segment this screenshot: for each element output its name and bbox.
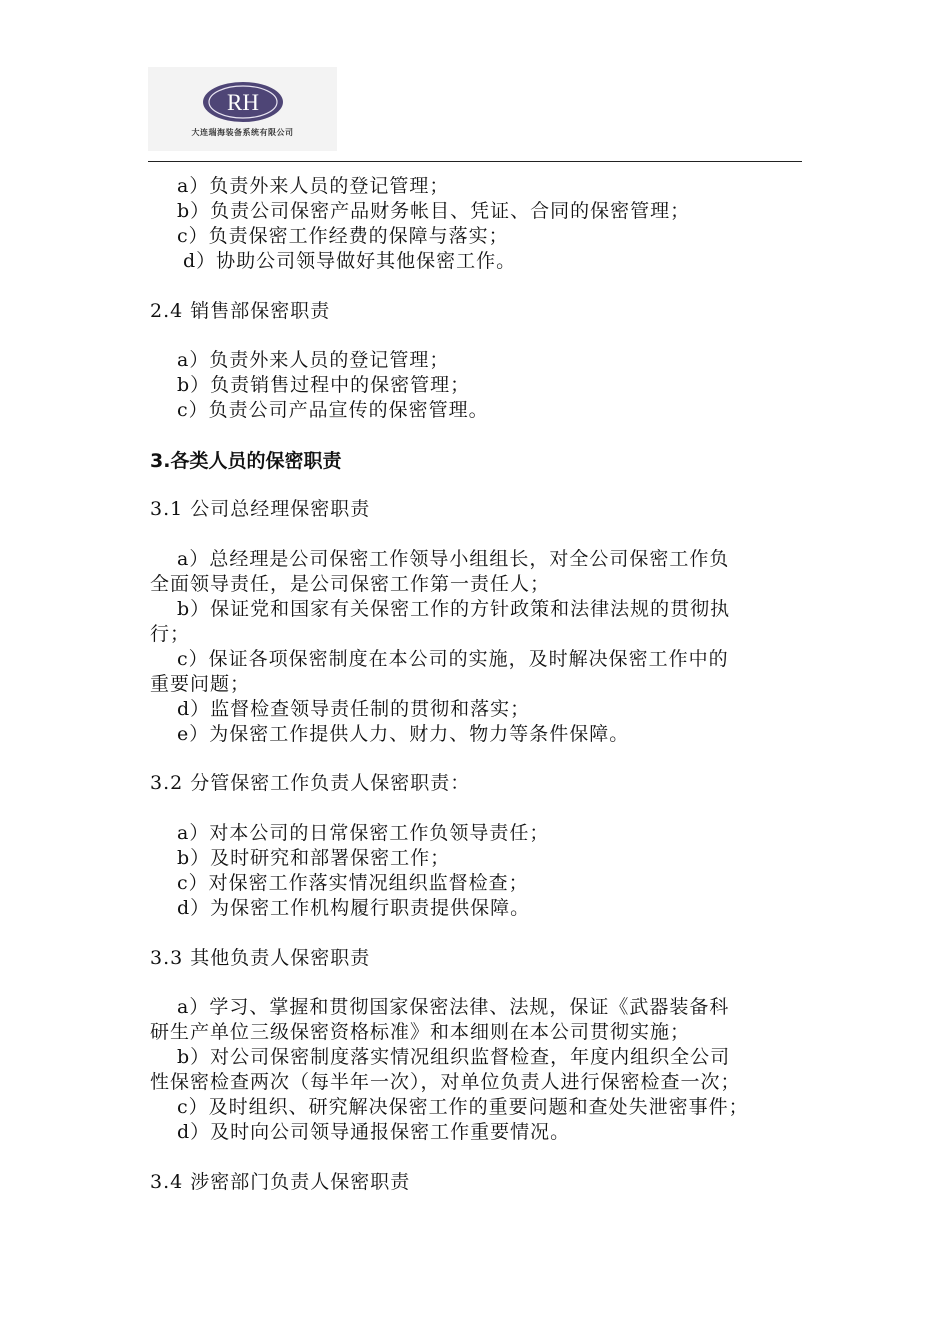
list-item-continuation: 研生产单位三级保密资格标准》和本细则在本公司贯彻实施； — [150, 1021, 691, 1043]
list-item: a）负责外来人员的登记管理； — [177, 175, 450, 197]
section-heading: 3.4 涉密部门负责人保密职责 — [150, 1171, 411, 1193]
list-item: d）协助公司领导做好其他保密工作。 — [183, 250, 517, 272]
list-item: c）负责保密工作经费的保障与落实； — [177, 225, 509, 247]
section-heading: 3.1 公司总经理保密职责 — [150, 498, 371, 520]
list-item: c）负责公司产品宣传的保密管理。 — [177, 399, 489, 421]
list-item: b）对公司保密制度落实情况组织监督检查，年度内组织全公司 — [177, 1046, 731, 1068]
chapter-heading: 3.各类人员的保密职责 — [150, 450, 342, 472]
section-heading: 3.2 分管保密工作负责人保密职责： — [150, 772, 471, 794]
list-item-continuation: 行； — [150, 623, 191, 645]
section-heading: 3.3 其他负责人保密职责 — [150, 947, 371, 969]
list-item: c）保证各项保密制度在本公司的实施，及时解决保密工作中的 — [177, 648, 729, 670]
list-item: b）负责公司保密产品财务帐目、凭证、合同的保密管理； — [177, 200, 691, 222]
list-item: c）对保密工作落实情况组织监督检查； — [177, 872, 529, 894]
list-item-continuation: 全面领导责任，是公司保密工作第一责任人； — [150, 573, 551, 595]
list-item: a）学习、掌握和贯彻国家保密法律、法规，保证《武器装备科 — [177, 996, 730, 1018]
company-logo — [148, 67, 337, 151]
list-item-continuation: 性保密检查两次（每半年一次），对单位负责人进行保密检查一次； — [150, 1071, 741, 1093]
list-item: b）保证党和国家有关保密工作的方针政策和法律法规的贯彻执 — [177, 598, 731, 620]
logo-monogram: RH — [227, 90, 259, 115]
list-item: a）对本公司的日常保密工作负领导责任； — [177, 822, 550, 844]
logo-emblem-icon — [200, 79, 286, 125]
list-item: c）及时组织、研究解决保密工作的重要问题和查处失泄密事件； — [177, 1096, 749, 1118]
list-item: d）监督检查领导责任制的贯彻和落实； — [177, 698, 531, 720]
company-name: 大连瑞海装备系统有限公司 — [191, 128, 294, 137]
list-item: d）为保密工作机构履行职责提供保障。 — [177, 897, 531, 919]
list-item: d）及时向公司领导通报保密工作重要情况。 — [177, 1121, 571, 1143]
list-item: a）总经理是公司保密工作领导小组组长，对全公司保密工作负 — [177, 548, 730, 570]
section-heading: 2.4 销售部保密职责 — [150, 300, 331, 322]
list-item: b）负责销售过程中的保密管理； — [177, 374, 471, 396]
header-divider — [148, 161, 802, 162]
list-item: a）负责外来人员的登记管理； — [177, 349, 450, 371]
list-item-continuation: 重要问题； — [150, 673, 251, 695]
list-item: e）为保密工作提供人力、财力、物力等条件保障。 — [177, 723, 630, 745]
list-item: b）及时研究和部署保密工作； — [177, 847, 451, 869]
